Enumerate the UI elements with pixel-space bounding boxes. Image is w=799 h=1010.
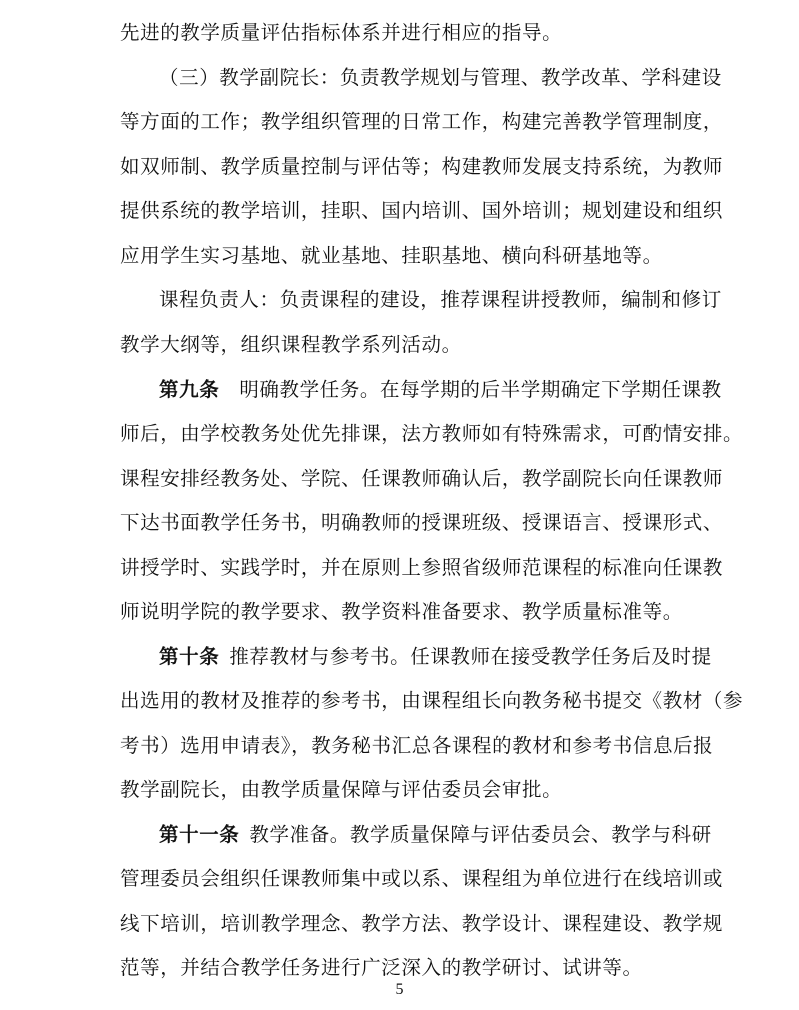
text-line: 出选用的教材及推荐的参考书，由课程组长向教务秘书提交《教材（参 <box>120 689 744 712</box>
page-number: 5 <box>395 981 404 998</box>
article-11-lead: 教学准备。教学质量保障与评估委员会、教学与科研 <box>249 823 712 846</box>
text-line: 管理委员会组织任课教师集中或以系、课程组为单位进行在线培训或 <box>120 867 724 890</box>
article-9-first-line <box>0 380 799 400</box>
article-10-heading: 第十条 <box>159 645 220 668</box>
article-9-heading: 第九条 <box>159 378 220 401</box>
text-line: 考书）选用申请表》，教务秘书汇总各课程的教材和参考书信息后报 <box>120 734 714 757</box>
text-line: 如双师制、教学质量控制与评估等；构建教师发展支持系统，为教师 <box>120 155 724 178</box>
article-9-lead: 明确教学任务。在每学期的后半学期确定下学期任课教 <box>239 378 722 401</box>
text-line: 等方面的工作；教学组织管理的日常工作，构建完善教学管理制度， <box>120 110 724 133</box>
text-line: 教学副院长，由教学质量保障与评估委员会审批。 <box>120 778 563 801</box>
text-line: 先进的教学质量评估指标体系并进行相应的指导。 <box>120 21 563 44</box>
article-11-heading: 第十一条 <box>159 823 240 846</box>
text-line: 提供系统的教学培训，挂职、国内培训、国外培训；规划建设和组织 <box>120 199 724 222</box>
text-line: 课程负责人：负责课程的建设，推荐课程讲授教师，编制和修订 <box>159 288 722 311</box>
article-11-first-line <box>0 825 799 845</box>
article-10-first-line <box>0 647 799 667</box>
article-10-lead: 推荐教材与参考书。任课教师在接受教学任务后及时提 <box>229 645 712 668</box>
text-line: 课程安排经教务处、学院、任课教师确认后，教学副院长向任课教师 <box>120 467 724 490</box>
text-line: 线下培训，培训教学理念、教学方法、教学设计、课程建设、教学规 <box>120 912 724 935</box>
text-line: 范等，并结合教学任务进行广泛深入的教学研讨、试讲等。 <box>120 956 643 979</box>
text-line: 应用学生实习基地、就业基地、挂职基地、横向科研基地等。 <box>120 244 663 267</box>
text-line: 师说明学院的教学要求、教学资料准备要求、教学质量标准等。 <box>120 600 683 623</box>
text-line: （三）教学副院长：负责教学规划与管理、教学改革、学科建设 <box>159 66 722 89</box>
text-line: 教学大纲等，组织课程教学系列活动。 <box>120 333 462 356</box>
text-line: 下达书面教学任务书，明确教师的授课班级、授课语言、授课形式、 <box>120 511 724 534</box>
text-line: 讲授学时、实践学时，并在原则上参照省级师范课程的标准向任课教 <box>120 556 724 579</box>
text-line: 师后，由学校教务处优先排课，法方教师如有特殊需求，可酌情安排。 <box>120 422 744 445</box>
